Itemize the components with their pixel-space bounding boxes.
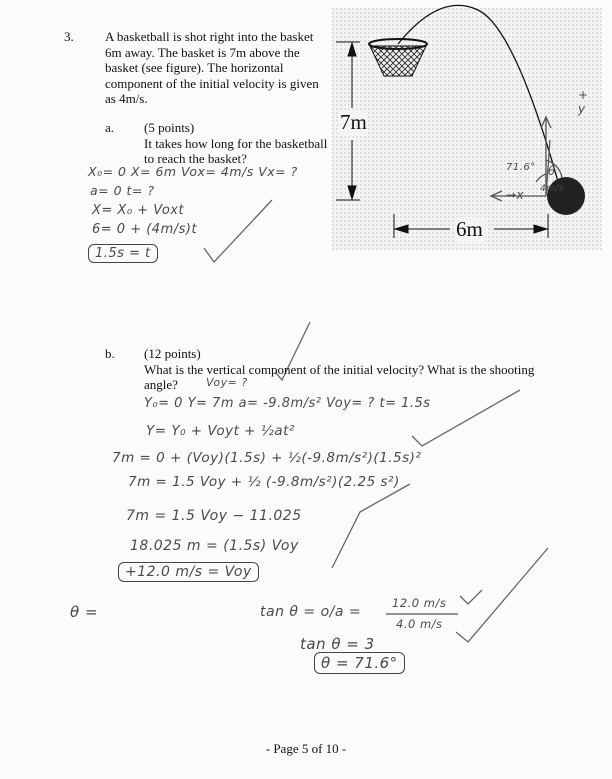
page-number: - Page 5 of 10 - <box>265 741 347 756</box>
problem-statement <box>105 29 327 107</box>
question-line: It takes how long for the basketball <box>144 135 328 151</box>
part-b-letter: b. <box>105 346 115 361</box>
part-b-work-line: 7m = 0 + (Voy)(1.5s) + ½(-9.8m/s²)(1.5s)² <box>112 450 422 466</box>
statement-line: as 4m/s. <box>105 91 148 106</box>
statement-line: 6m away. The basket is 7m above the <box>105 44 300 60</box>
part-a-work-line: X₀= 0 X= 6m Vox= 4m/s Vx= ? <box>88 164 298 179</box>
figure-theta: θ <box>548 164 556 178</box>
basketball <box>547 177 585 215</box>
tan-result: tan θ = 3 <box>300 635 375 653</box>
tan-line: tan θ = o/a = <box>260 604 362 620</box>
statement-line: component of the initial velocity is given <box>105 75 319 91</box>
fraction-denominator: 4.0 m/s <box>396 617 443 631</box>
angle-answer: θ = 71.6° <box>314 652 405 674</box>
part-b-work-line: 7m = 1.5 Voy + ½ (-9.8m/s²)(2.25 s²) <box>128 474 400 490</box>
fraction-numerator: 12.0 m/s <box>392 596 447 610</box>
figure-speed-note: 4m/s <box>540 184 565 194</box>
check-mark-b3 <box>332 484 410 568</box>
figure-x-axis-note: →x <box>506 188 525 202</box>
theta-equals: θ = <box>70 603 99 621</box>
part-b-work-line: Y= Y₀ + Voyt + ½at² <box>146 423 295 439</box>
part-b-points: (12 points) <box>144 346 201 361</box>
question-line: angle? <box>144 377 178 392</box>
part-b-work-line: Y₀= 0 Y= 7m a= -9.8m/s² Voy= ? t= 1.5s <box>144 396 431 411</box>
part-b-work-line: 7m = 1.5 Voy − 11.025 <box>126 508 302 524</box>
part-a-work-line: X= X₀ + Voxt <box>92 203 185 218</box>
width-label: 6m <box>456 217 483 241</box>
height-label: 7m <box>340 110 367 134</box>
statement-line: A basketball is shot right into the basket <box>105 29 314 44</box>
part-a-work-line: a= 0 t= ? <box>90 183 155 198</box>
part-a-question <box>144 120 344 167</box>
statement-line: basket (see figure). The horizontal <box>105 60 284 75</box>
question-line: What is the vertical component of the initial velocity? What is the shooting <box>144 361 535 377</box>
part-b-note: Voy= ? <box>206 376 248 389</box>
part-a-work-line: 6= 0 + (4m/s)t <box>92 222 198 237</box>
check-mark-a <box>204 200 272 262</box>
part-b-work-line: 18.025 m = (1.5s) Voy <box>130 538 299 554</box>
figure-y-axis-note: + y <box>578 88 589 116</box>
part-a-points: (5 points) <box>144 120 195 135</box>
check-mark-b4 <box>456 548 548 642</box>
check-mark-b5 <box>460 590 482 604</box>
part-a-answer: 1.5s = t <box>88 244 158 263</box>
problem-number: 3. <box>64 29 74 44</box>
figure-angle-note: 71.6° <box>506 162 536 173</box>
part-b-answer: +12.0 m/s = Voy <box>118 562 259 582</box>
question-line: to reach the basket? <box>144 151 247 166</box>
part-a-letter: a. <box>105 120 115 135</box>
